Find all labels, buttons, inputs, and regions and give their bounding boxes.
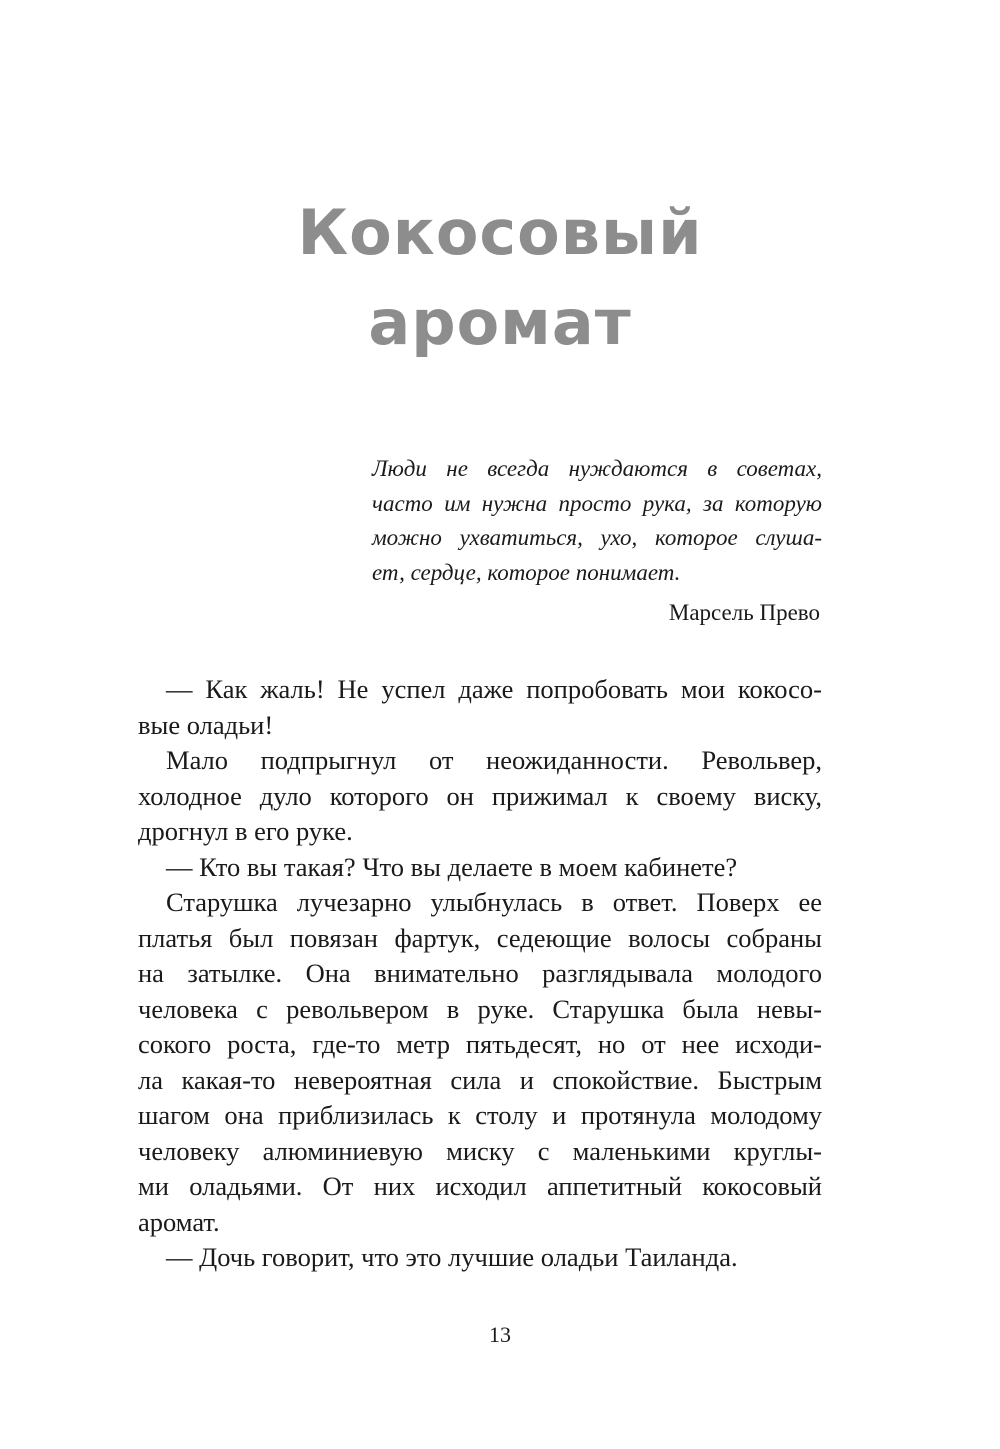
epigraph-line: часто им нужна просто рука, за которую: [372, 490, 822, 516]
chapter-title-line-1: Кокосовый: [297, 196, 703, 269]
body-line: ми оладьями. От них исходил аппетитный кокосовый: [138, 1171, 822, 1201]
epigraph: [372, 452, 822, 590]
body-line: шагом она приблизилась к столу и протянула молодому: [138, 1100, 822, 1130]
epigraph-line: можно ухватиться, ухо, которое слуша-: [372, 525, 822, 550]
body-line: Старушка лучезарно улыбнулась в ответ. Поверх ее: [166, 887, 822, 917]
body-line: Мало подпрыгнул от неожиданности. Револьвер,: [166, 745, 822, 775]
body-line: аромат.: [138, 1206, 220, 1237]
body-line: — Дочь говорит, что это лучшие оладьи Таиланда.: [166, 1242, 738, 1272]
body-line: человека с револьвером в руке. Старушка была невы-: [138, 993, 822, 1024]
body-line: — Как жаль! Не успел даже попробовать мои кокосо-: [166, 674, 822, 704]
epigraph-author: Марсель Прево: [668, 600, 820, 625]
epigraph-line: ет, сердце, которое понимает.: [372, 559, 681, 585]
body-line: вые оладьи!: [138, 709, 274, 740]
page-number: 13: [489, 1322, 511, 1347]
body-line: — Кто вы такая? Что вы делаете в моем кабинете?: [166, 851, 738, 882]
body-line: дрогнул в его руке.: [138, 816, 353, 846]
epigraph-line: Люди не всегда нуждаются в советах,: [372, 456, 822, 481]
chapter-title-line-2: аромат: [368, 286, 632, 359]
body-line: холодное дуло которого он прижимал к своему виску,: [138, 780, 822, 811]
chapter-title: [0, 188, 1000, 368]
body-line: платья был повязан фартук, седеющие волосы собраны: [138, 922, 822, 953]
body-line: на затылке. Она внимательно разглядывала молодого: [138, 958, 822, 988]
body-text: [138, 672, 822, 1276]
body-line: ла какая-то невероятная сила и спокойствие. Быстрым: [138, 1064, 822, 1095]
body-line: сокого роста, где-то метр пятьдесят, но от нее исходи-: [138, 1029, 822, 1059]
body-line: человеку алюминиевую миску с маленькими круглы-: [138, 1135, 822, 1166]
